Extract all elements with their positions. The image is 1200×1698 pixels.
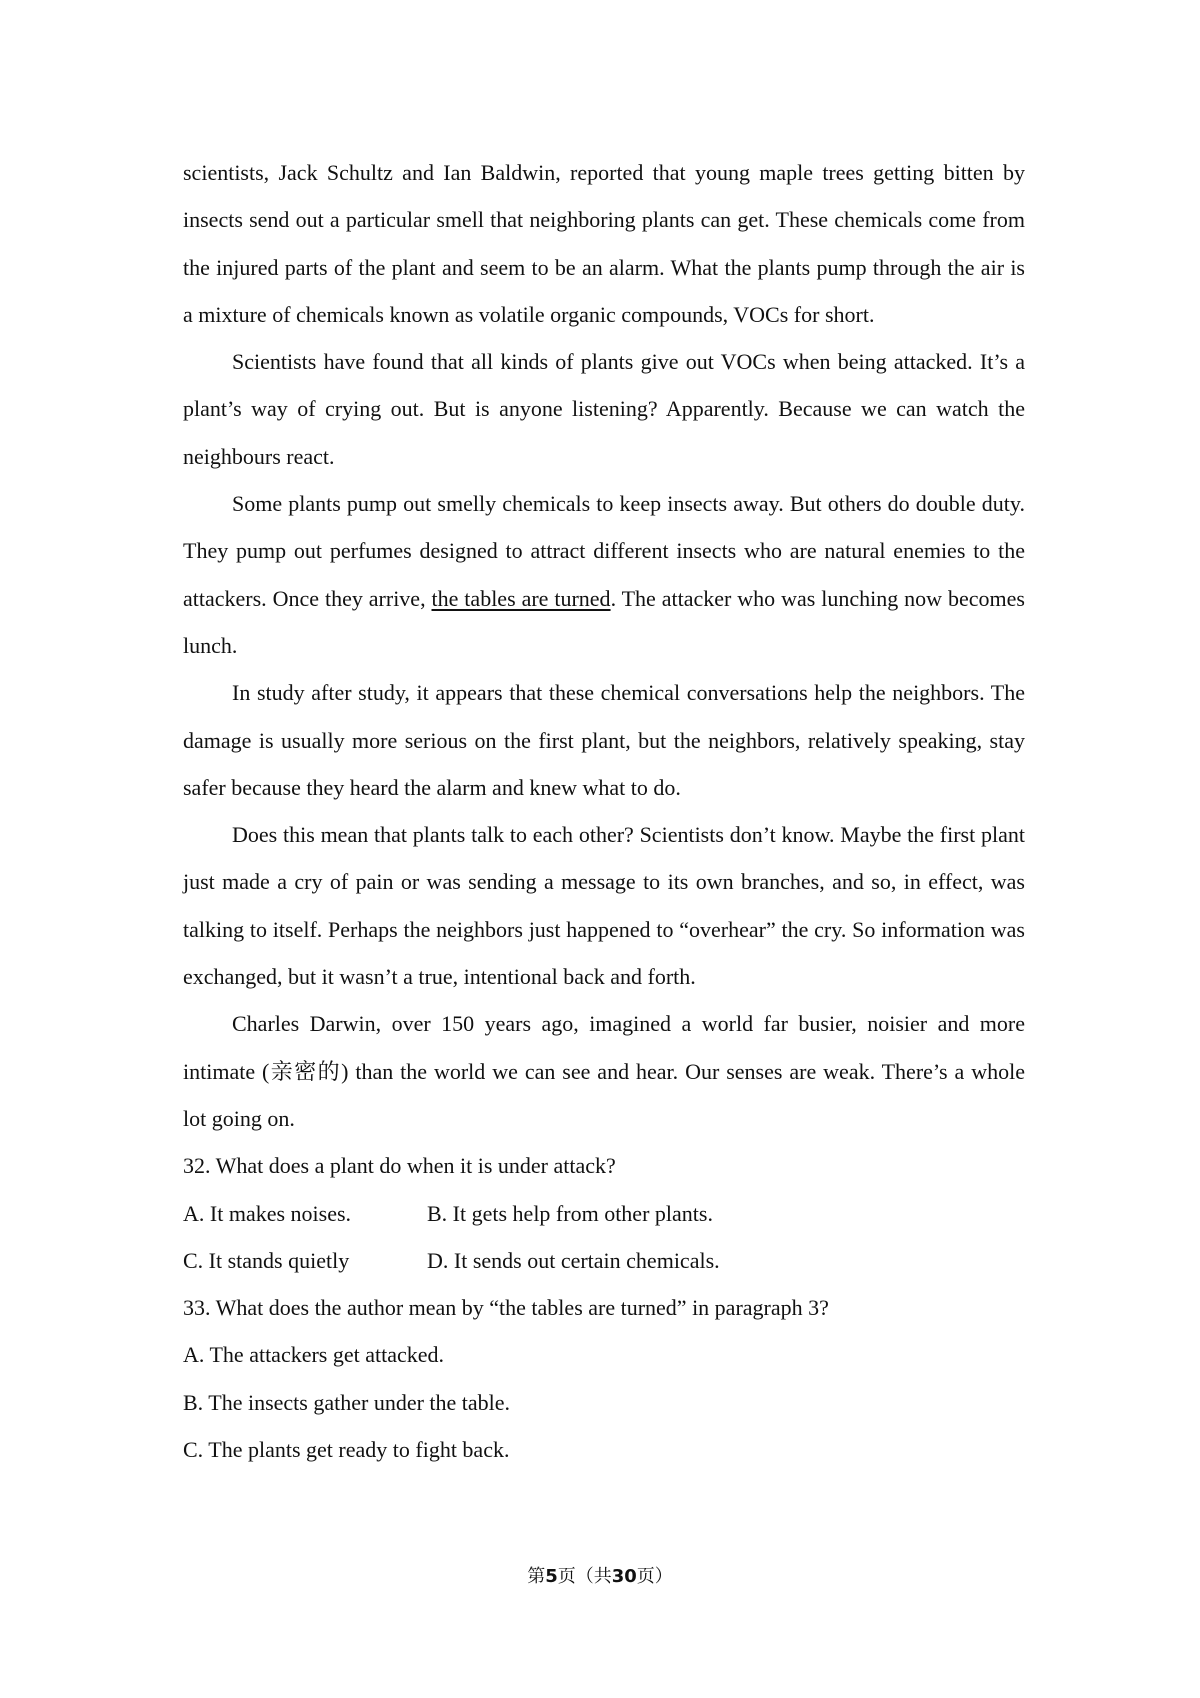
footer-suffix: 页） [636,1566,673,1587]
question-32-option-d: D. It sends out certain chemicals. [427,1247,720,1273]
passage-paragraph-1: scientists, Jack Schultz and Ian Baldwin, reported that young maple trees getting bitten by insects send out a particular smell that neighboring plants can get. These chemicals come from the injured parts of the plant and seem to be an alarm. What the plants pump through the air is a mixture of chemicals known as volatile organic compounds, VOCs for short. [183,160,1025,327]
question-32-stem: 32. What does a plant do when it is under attack? [183,1153,616,1179]
paragraph-3-text-start: Some plants pump out smelly chemicals to keep insects away. But others do double duty. They pump out perfumes designed to attract different insects who are natural enemies to the attackers. Once they arrive, [183,491,1025,611]
question-32-options-row-1 [183,1190,1025,1237]
question-33-stem: 33. What does the author mean by “the tables are turned” in paragraph 3? [183,1295,829,1321]
question-32-option-b: B. It gets help from other plants. [427,1200,713,1226]
passage-paragraph-3 [183,480,1025,669]
passage-paragraph-2: Scientists have found that all kinds of plants give out VOCs when being attacked. It’s a plant’s way of crying out. But is anyone listening? Apparently. Because we can watch the neighbours react. [183,349,1025,469]
page-content [183,149,1025,1473]
question-32-option-a: A. It makes noises. [183,1200,352,1226]
question-32-option-c: C. It stands quietly [183,1247,350,1273]
footer-page-number: 5 [545,1566,558,1587]
underlined-phrase: the tables are turned [431,585,611,611]
page-footer [0,1562,1200,1588]
paragraph-3-text-end: . The attacker who was lunching now becomes lunch. [183,585,1025,658]
question-32-options-row-2 [183,1237,1025,1284]
footer-middle: 页（共 [557,1566,612,1587]
passage-paragraph-4: In study after study, it appears that these chemical conversations help the neighbors. The damage is usually more serious on the first plant, but the neighbors, relatively speaking, stay safer because they heard the alarm and knew what to do. [183,680,1025,800]
passage-paragraph-5: Does this mean that plants talk to each other? Scientists don’t know. Maybe the first plant just made a cry of pain or was sending a message to its own branches, and so, in effect, was talking to itself. Perhaps the neighbors just happened to “overhear” the cry. So information was exchanged, but it wasn’t a true, intentional back and forth. [183,822,1025,990]
question-33-option-a: A. The attackers get attacked. [183,1342,445,1368]
footer-prefix: 第 [527,1566,546,1587]
question-33-option-c: C. The plants get ready to fight back. [183,1437,510,1463]
passage-paragraph-6: Charles Darwin, over 150 years ago, imagined a world far busier, noisier and more intimate (亲密的) than the world we can see and hear. Our senses are weak. There’s a whole lot going on. [183,1011,1025,1131]
footer-total-pages: 30 [611,1566,637,1587]
question-33-option-b: B. The insects gather under the table. [183,1389,511,1415]
